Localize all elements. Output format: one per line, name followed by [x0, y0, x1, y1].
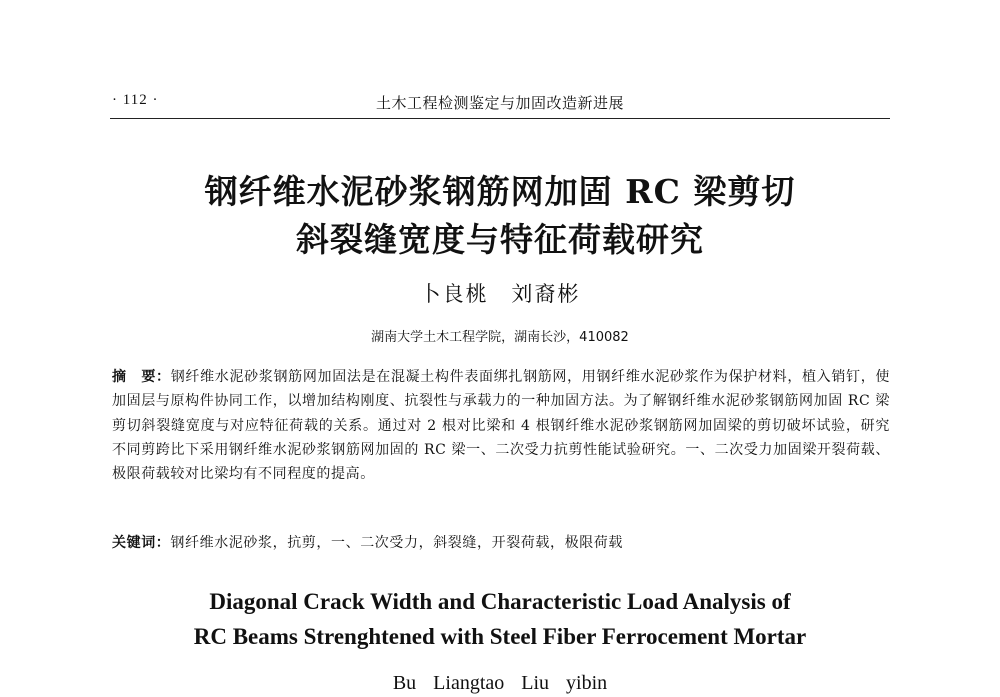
page-number: · 112 ·	[112, 92, 159, 108]
english-title-line-2: RC Beams Strenghtened with Steel Fiber Ferrocement Mortar	[193, 624, 807, 649]
abstract	[112, 365, 890, 486]
english-authors: Bu Liangtao Liu yibin	[392, 672, 608, 694]
chinese-affiliation: 湖南大学土木工程学院，湖南长沙，410082	[371, 330, 629, 345]
english-title-line-1: Diagonal Crack Width and Characteristic Load Analysis of	[209, 589, 791, 614]
chinese-title-line-2: 斜裂缝宽度与特征荷载研究	[296, 220, 704, 259]
keywords-text: 钢纤维水泥砂浆，抗剪，一、二次受力，斜裂缝，开裂荷载，极限荷载	[170, 535, 624, 551]
abstract-label: 摘 要：	[112, 369, 171, 385]
running-title: 土木工程检测鉴定与加固改造新进展	[375, 94, 624, 112]
keywords-label: 关键词：	[112, 535, 171, 551]
chinese-authors: 卜良桃 刘裔彬	[419, 282, 581, 306]
page-header	[110, 92, 890, 114]
chinese-title-line-1: 钢纤维水泥砂浆钢筋网加固 RC 梁剪切	[204, 172, 796, 211]
header-rule	[110, 118, 890, 119]
abstract-text: 钢纤维水泥砂浆钢筋网加固法是在混凝土构件表面绑扎钢筋网，用钢纤维水泥砂浆作为保护材料，植入销钉，使加固层与原构件协同工作，以增加结构刚度、抗裂性与承载力的一种加固方法。为了解钢纤维水泥砂浆钢筋网加固 RC 梁剪切斜裂缝宽度与对应特征荷载的关系。通过对 2 根对比梁和 4 根钢纤维水泥砂浆钢筋网加固梁的剪切破坏试验，研究不同剪跨比下采用钢纤维水泥砂浆钢筋网加固的 RC 梁一、二次受力抗剪性能试验研究。一、二次受力加固梁开裂荷载、极限荷载较对比梁均有不同程度的提高。	[112, 369, 890, 483]
keywords	[112, 532, 890, 552]
